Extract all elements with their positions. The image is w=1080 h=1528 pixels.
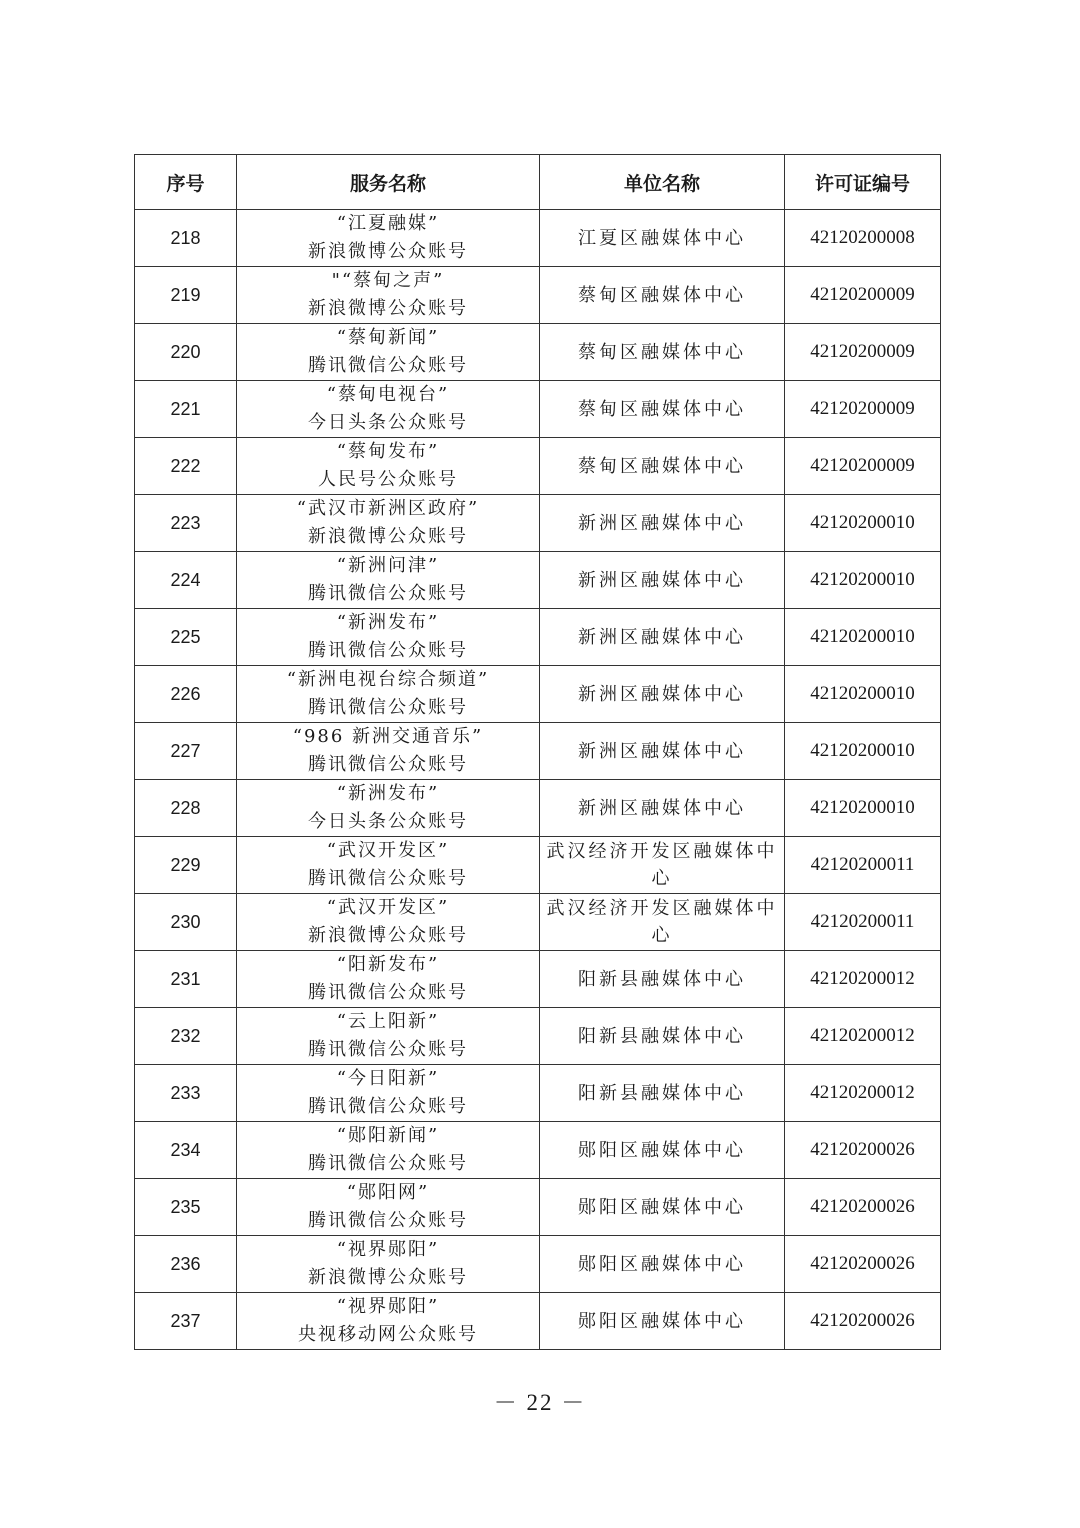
account-platform: 新浪微博公众账号 [308, 526, 468, 547]
header-unit-name: 单位名称 [540, 155, 785, 210]
account-name: “蔡甸新闻” [336, 327, 440, 348]
license-number-cell: 42120200009 [785, 381, 941, 438]
account-name: “新洲问津” [336, 555, 440, 576]
table-row [135, 723, 941, 780]
unit-name-cell: 新洲区融媒体中心 [540, 609, 785, 666]
table-row [135, 837, 941, 894]
account-name: “云上阳新” [336, 1011, 440, 1032]
serial-number-cell: 223 [135, 495, 237, 552]
unit-name-cell: 阳新县融媒体中心 [540, 951, 785, 1008]
unit-name-cell: 武汉经济开发区融媒体中心 [540, 894, 785, 951]
service-name-cell [237, 438, 540, 495]
account-name: “郧阳新闻” [336, 1125, 440, 1146]
license-number-cell: 42120200012 [785, 1065, 941, 1122]
serial-number-cell: 237 [135, 1293, 237, 1350]
table-row [135, 951, 941, 1008]
license-number-cell: 42120200010 [785, 552, 941, 609]
service-name-cell [237, 1122, 540, 1179]
account-platform: 腾讯微信公众账号 [308, 355, 468, 376]
table-row [135, 324, 941, 381]
account-platform: 腾讯微信公众账号 [308, 754, 468, 775]
unit-name-cell: 新洲区融媒体中心 [540, 666, 785, 723]
serial-number-cell: 232 [135, 1008, 237, 1065]
unit-name-cell: 阳新县融媒体中心 [540, 1065, 785, 1122]
table-row [135, 1122, 941, 1179]
license-table [134, 154, 941, 1350]
license-number-cell: 42120200009 [785, 267, 941, 324]
account-platform: 人民号公众账号 [318, 469, 458, 490]
license-number-cell: 42120200010 [785, 609, 941, 666]
unit-name-cell: 蔡甸区融媒体中心 [540, 324, 785, 381]
account-platform: 新浪微博公众账号 [308, 925, 468, 946]
account-platform: 腾讯微信公众账号 [308, 697, 468, 718]
serial-number-cell: 228 [135, 780, 237, 837]
account-name: "“蔡甸之声” [331, 270, 445, 291]
license-number-cell: 42120200026 [785, 1179, 941, 1236]
license-number-cell: 42120200026 [785, 1122, 941, 1179]
table-row [135, 267, 941, 324]
account-name: “新洲电视台综合频道” [286, 669, 490, 690]
table-row [135, 495, 941, 552]
license-number-cell: 42120200010 [785, 780, 941, 837]
account-name: “郧阳网” [346, 1182, 430, 1203]
serial-number-cell: 220 [135, 324, 237, 381]
service-name-cell [237, 951, 540, 1008]
serial-number-cell: 226 [135, 666, 237, 723]
table-body [135, 210, 941, 1350]
serial-number-cell: 219 [135, 267, 237, 324]
table-row [135, 1179, 941, 1236]
service-name-cell [237, 267, 540, 324]
service-name-cell [237, 837, 540, 894]
serial-number-cell: 225 [135, 609, 237, 666]
table-row [135, 1008, 941, 1065]
serial-number-cell: 229 [135, 837, 237, 894]
license-number-cell: 42120200008 [785, 210, 941, 267]
account-name: “武汉开发区” [326, 897, 450, 918]
account-platform: 腾讯微信公众账号 [308, 1210, 468, 1231]
service-name-cell [237, 1065, 540, 1122]
unit-name-cell: 阳新县融媒体中心 [540, 1008, 785, 1065]
serial-number-cell: 224 [135, 552, 237, 609]
license-number-cell: 42120200010 [785, 495, 941, 552]
service-name-cell [237, 723, 540, 780]
unit-name-cell: 郧阳区融媒体中心 [540, 1293, 785, 1350]
serial-number-cell: 221 [135, 381, 237, 438]
unit-name-cell: 新洲区融媒体中心 [540, 552, 785, 609]
account-platform: 腾讯微信公众账号 [308, 1153, 468, 1174]
service-name-cell [237, 495, 540, 552]
table-header-row [135, 155, 941, 210]
header-service-name: 服务名称 [237, 155, 540, 210]
account-name: “蔡甸发布” [336, 441, 440, 462]
service-name-cell [237, 609, 540, 666]
account-name: “阳新发布” [336, 954, 440, 975]
service-name-cell [237, 1008, 540, 1065]
license-number-cell: 42120200010 [785, 666, 941, 723]
unit-name-cell: 武汉经济开发区融媒体中心 [540, 837, 785, 894]
serial-number-cell: 234 [135, 1122, 237, 1179]
service-name-cell [237, 210, 540, 267]
license-number-cell: 42120200026 [785, 1293, 941, 1350]
unit-name-cell: 新洲区融媒体中心 [540, 495, 785, 552]
account-platform: 新浪微博公众账号 [308, 241, 468, 262]
service-name-cell [237, 1293, 540, 1350]
account-platform: 腾讯微信公众账号 [308, 982, 468, 1003]
serial-number-cell: 231 [135, 951, 237, 1008]
account-platform: 今日头条公众账号 [308, 811, 468, 832]
account-name: “今日阳新” [336, 1068, 440, 1089]
account-platform: 腾讯微信公众账号 [308, 868, 468, 889]
license-number-cell: 42120200011 [785, 894, 941, 951]
service-name-cell [237, 381, 540, 438]
service-name-cell [237, 666, 540, 723]
account-name: “武汉市新洲区政府” [296, 498, 480, 519]
unit-name-cell: 蔡甸区融媒体中心 [540, 267, 785, 324]
account-platform: 新浪微博公众账号 [308, 1267, 468, 1288]
unit-name-cell: 蔡甸区融媒体中心 [540, 438, 785, 495]
unit-name-cell: 郧阳区融媒体中心 [540, 1122, 785, 1179]
table-row [135, 1236, 941, 1293]
service-name-cell [237, 1236, 540, 1293]
header-license-number: 许可证编号 [785, 155, 941, 210]
account-name: “视界郧阳” [336, 1296, 440, 1317]
table-row [135, 780, 941, 837]
account-platform: 新浪微博公众账号 [308, 298, 468, 319]
service-name-cell [237, 1179, 540, 1236]
account-platform: 今日头条公众账号 [308, 412, 468, 433]
unit-name-cell: 新洲区融媒体中心 [540, 723, 785, 780]
account-name: “新洲发布” [336, 612, 440, 633]
service-name-cell [237, 780, 540, 837]
unit-name-cell: 郧阳区融媒体中心 [540, 1179, 785, 1236]
service-name-cell [237, 894, 540, 951]
license-number-cell: 42120200009 [785, 324, 941, 381]
license-number-cell: 42120200009 [785, 438, 941, 495]
header-serial-number: 序号 [135, 155, 237, 210]
service-name-cell [237, 552, 540, 609]
table-row [135, 666, 941, 723]
serial-number-cell: 230 [135, 894, 237, 951]
account-platform: 腾讯微信公众账号 [308, 583, 468, 604]
table-row [135, 1065, 941, 1122]
license-number-cell: 42120200012 [785, 951, 941, 1008]
account-name: “视界郧阳” [336, 1239, 440, 1260]
license-number-cell: 42120200012 [785, 1008, 941, 1065]
account-name: “江夏融媒” [336, 213, 440, 234]
account-name: “新洲发布” [336, 783, 440, 804]
table-row [135, 438, 941, 495]
license-number-cell: 42120200010 [785, 723, 941, 780]
account-name: “986 新洲交通音乐” [292, 726, 484, 747]
account-name: “武汉开发区” [326, 840, 450, 861]
table-row [135, 552, 941, 609]
serial-number-cell: 236 [135, 1236, 237, 1293]
account-platform: 腾讯微信公众账号 [308, 1096, 468, 1117]
unit-name-cell: 郧阳区融媒体中心 [540, 1236, 785, 1293]
table-row [135, 1293, 941, 1350]
serial-number-cell: 235 [135, 1179, 237, 1236]
unit-name-cell: 江夏区融媒体中心 [540, 210, 785, 267]
license-number-cell: 42120200026 [785, 1236, 941, 1293]
account-name: “蔡甸电视台” [326, 384, 450, 405]
unit-name-cell: 蔡甸区融媒体中心 [540, 381, 785, 438]
serial-number-cell: 233 [135, 1065, 237, 1122]
service-name-cell [237, 324, 540, 381]
table-row [135, 381, 941, 438]
serial-number-cell: 227 [135, 723, 237, 780]
account-platform: 腾讯微信公众账号 [308, 640, 468, 661]
account-platform: 央视移动网公众账号 [298, 1324, 478, 1345]
license-number-cell: 42120200011 [785, 837, 941, 894]
account-platform: 腾讯微信公众账号 [308, 1039, 468, 1060]
unit-name-cell: 新洲区融媒体中心 [540, 780, 785, 837]
page-number: － 22 － [493, 1390, 587, 1415]
table-row [135, 210, 941, 267]
serial-number-cell: 218 [135, 210, 237, 267]
table-row [135, 609, 941, 666]
table-row [135, 894, 941, 951]
serial-number-cell: 222 [135, 438, 237, 495]
